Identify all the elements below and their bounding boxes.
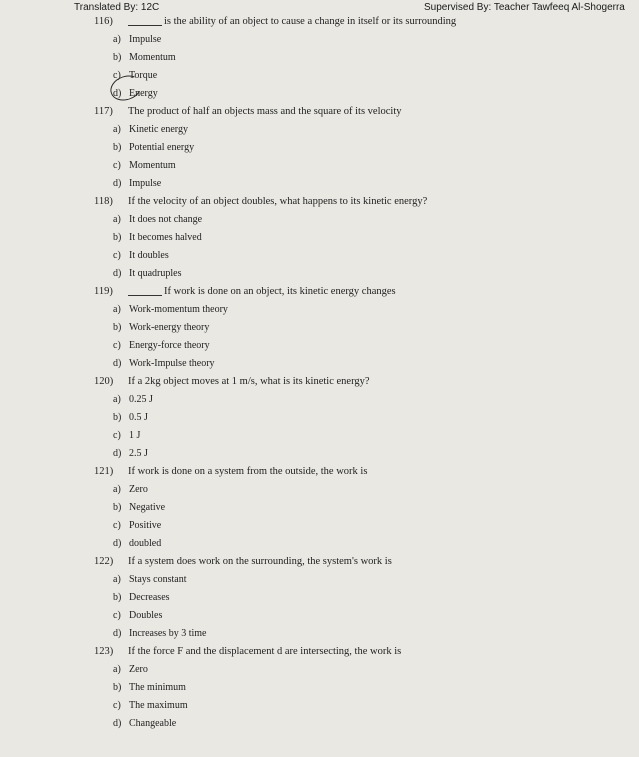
- question-item: [94, 104, 634, 194]
- option-text: Impulse: [129, 34, 162, 45]
- option-letter: d): [113, 88, 122, 99]
- answer-option: [94, 482, 634, 500]
- answer-option: [94, 212, 634, 230]
- option-letter: c): [113, 610, 121, 621]
- question-stem: [94, 554, 634, 572]
- answer-option: [94, 320, 634, 338]
- answer-option: [94, 518, 634, 536]
- supervised-by-label: Supervised By: Teacher Tawfeeq Al-Shogerra: [424, 2, 625, 13]
- option-text: The minimum: [129, 682, 186, 693]
- option-letter: a): [113, 304, 121, 315]
- answer-option: [94, 428, 634, 446]
- option-text: Momentum: [129, 160, 176, 171]
- option-letter: c): [113, 340, 121, 351]
- option-letter: b): [113, 52, 122, 63]
- answer-option: [94, 608, 634, 626]
- translated-by-label: Translated By: 12C: [74, 2, 160, 13]
- option-letter: a): [113, 34, 121, 45]
- answer-option: [94, 446, 634, 464]
- question-number: 119): [94, 286, 113, 297]
- option-letter: c): [113, 520, 121, 531]
- option-text: Decreases: [129, 592, 170, 603]
- option-letter: b): [113, 142, 122, 153]
- question-number: 118): [94, 196, 113, 207]
- option-letter: a): [113, 664, 121, 675]
- question-item: [94, 554, 634, 644]
- option-text: Energy-force theory: [129, 340, 210, 351]
- answer-option: [94, 626, 634, 644]
- option-text: Zero: [129, 484, 148, 495]
- question-number: 116): [94, 16, 113, 27]
- answer-option: [94, 158, 634, 176]
- answer-option: [94, 122, 634, 140]
- answer-option: [94, 590, 634, 608]
- answer-option: [94, 176, 634, 194]
- option-text: Kinetic energy: [129, 124, 188, 135]
- answer-option: [94, 680, 634, 698]
- option-letter: b): [113, 682, 122, 693]
- option-letter: b): [113, 412, 122, 423]
- question-text: If the velocity of an object doubles, what happens to its kinetic energy?: [128, 196, 428, 207]
- option-letter: c): [113, 700, 121, 711]
- option-text: Zero: [129, 664, 148, 675]
- option-text: Work-energy theory: [129, 322, 210, 333]
- answer-option: [94, 50, 634, 68]
- option-letter: a): [113, 124, 121, 135]
- option-text: Stays constant: [129, 574, 187, 585]
- option-text: Momentum: [129, 52, 176, 63]
- question-number: 117): [94, 106, 113, 117]
- option-text: 1 J: [129, 430, 141, 441]
- answer-option: [94, 230, 634, 248]
- option-letter: c): [113, 250, 121, 261]
- option-letter: b): [113, 322, 122, 333]
- answer-option: [94, 410, 634, 428]
- question-number: 121): [94, 466, 114, 477]
- option-letter: c): [113, 430, 121, 441]
- question-stem: [94, 374, 634, 392]
- option-letter: d): [113, 268, 122, 279]
- option-text: Torque: [129, 70, 158, 81]
- answer-option: [94, 32, 634, 50]
- question-text: If work is done on an object, its kinetic energy changes: [164, 286, 396, 297]
- option-letter: b): [113, 232, 122, 243]
- option-letter: d): [113, 358, 122, 369]
- option-letter: d): [113, 628, 122, 639]
- question-number: 122): [94, 556, 114, 567]
- answer-blank: [128, 14, 162, 26]
- option-text: Energy: [129, 88, 158, 99]
- answer-option: [94, 266, 634, 284]
- option-text: Work-Impulse theory: [129, 358, 215, 369]
- option-text: 2.5 J: [129, 448, 148, 459]
- answer-option: [94, 662, 634, 680]
- question-stem: [94, 644, 634, 662]
- question-stem: [94, 14, 634, 32]
- question-item: [94, 284, 634, 374]
- question-item: [94, 14, 634, 104]
- question-text: If a 2kg object moves at 1 m/s, what is its kinetic energy?: [128, 376, 370, 387]
- question-item: [94, 374, 634, 464]
- option-letter: b): [113, 502, 122, 513]
- answer-option: [94, 140, 634, 158]
- answer-option: [94, 536, 634, 554]
- option-text: 0.5 J: [129, 412, 148, 423]
- answer-blank: [128, 284, 162, 296]
- answer-option: [94, 698, 634, 716]
- option-text: Positive: [129, 520, 162, 531]
- answer-option: [94, 572, 634, 590]
- option-letter: b): [113, 592, 122, 603]
- option-letter: a): [113, 214, 121, 225]
- answer-option: [94, 500, 634, 518]
- question-text: If the force F and the displacement d are intersecting, the work is: [128, 646, 402, 657]
- option-text: The maximum: [129, 700, 188, 711]
- answer-option: [94, 716, 634, 734]
- question-stem: [94, 194, 634, 212]
- option-text: It quadruples: [129, 268, 182, 279]
- question-stem: [94, 104, 634, 122]
- option-text: 0.25 J: [129, 394, 153, 405]
- answer-option: [94, 302, 634, 320]
- question-stem: [94, 464, 634, 482]
- question-stem: [94, 284, 634, 302]
- option-letter: a): [113, 574, 121, 585]
- option-text: It becomes halved: [129, 232, 202, 243]
- answer-option: [94, 248, 634, 266]
- question-item: [94, 644, 634, 734]
- option-letter: a): [113, 394, 121, 405]
- option-letter: d): [113, 448, 122, 459]
- answer-option: [94, 86, 634, 104]
- option-text: Work-momentum theory: [129, 304, 228, 315]
- answer-option: [94, 392, 634, 410]
- answer-option: [94, 338, 634, 356]
- option-text: Doubles: [129, 610, 163, 621]
- question-text: The product of half an objects mass and the square of its velocity: [128, 106, 402, 117]
- option-text: Potential energy: [129, 142, 195, 153]
- question-item: [94, 464, 634, 554]
- option-text: It does not change: [129, 214, 203, 225]
- option-letter: a): [113, 484, 121, 495]
- question-text: If a system does work on the surrounding, the system's work is: [128, 556, 392, 567]
- option-text: Negative: [129, 502, 166, 513]
- option-text: Increases by 3 time: [129, 628, 207, 639]
- question-list: [94, 14, 634, 734]
- option-letter: d): [113, 538, 122, 549]
- question-number: 123): [94, 646, 114, 657]
- option-text: Impulse: [129, 178, 162, 189]
- answer-option: [94, 356, 634, 374]
- question-item: [94, 194, 634, 284]
- option-letter: d): [113, 178, 122, 189]
- option-text: doubled: [129, 538, 162, 549]
- option-letter: c): [113, 70, 121, 81]
- option-letter: d): [113, 718, 122, 729]
- question-text: is the ability of an object to cause a change in itself or its surrounding: [164, 16, 457, 27]
- option-letter: c): [113, 160, 121, 171]
- answer-option: [94, 68, 634, 86]
- option-text: Changeable: [129, 718, 177, 729]
- option-text: It doubles: [129, 250, 169, 261]
- question-text: If work is done on a system from the outside, the work is: [128, 466, 368, 477]
- question-number: 120): [94, 376, 114, 387]
